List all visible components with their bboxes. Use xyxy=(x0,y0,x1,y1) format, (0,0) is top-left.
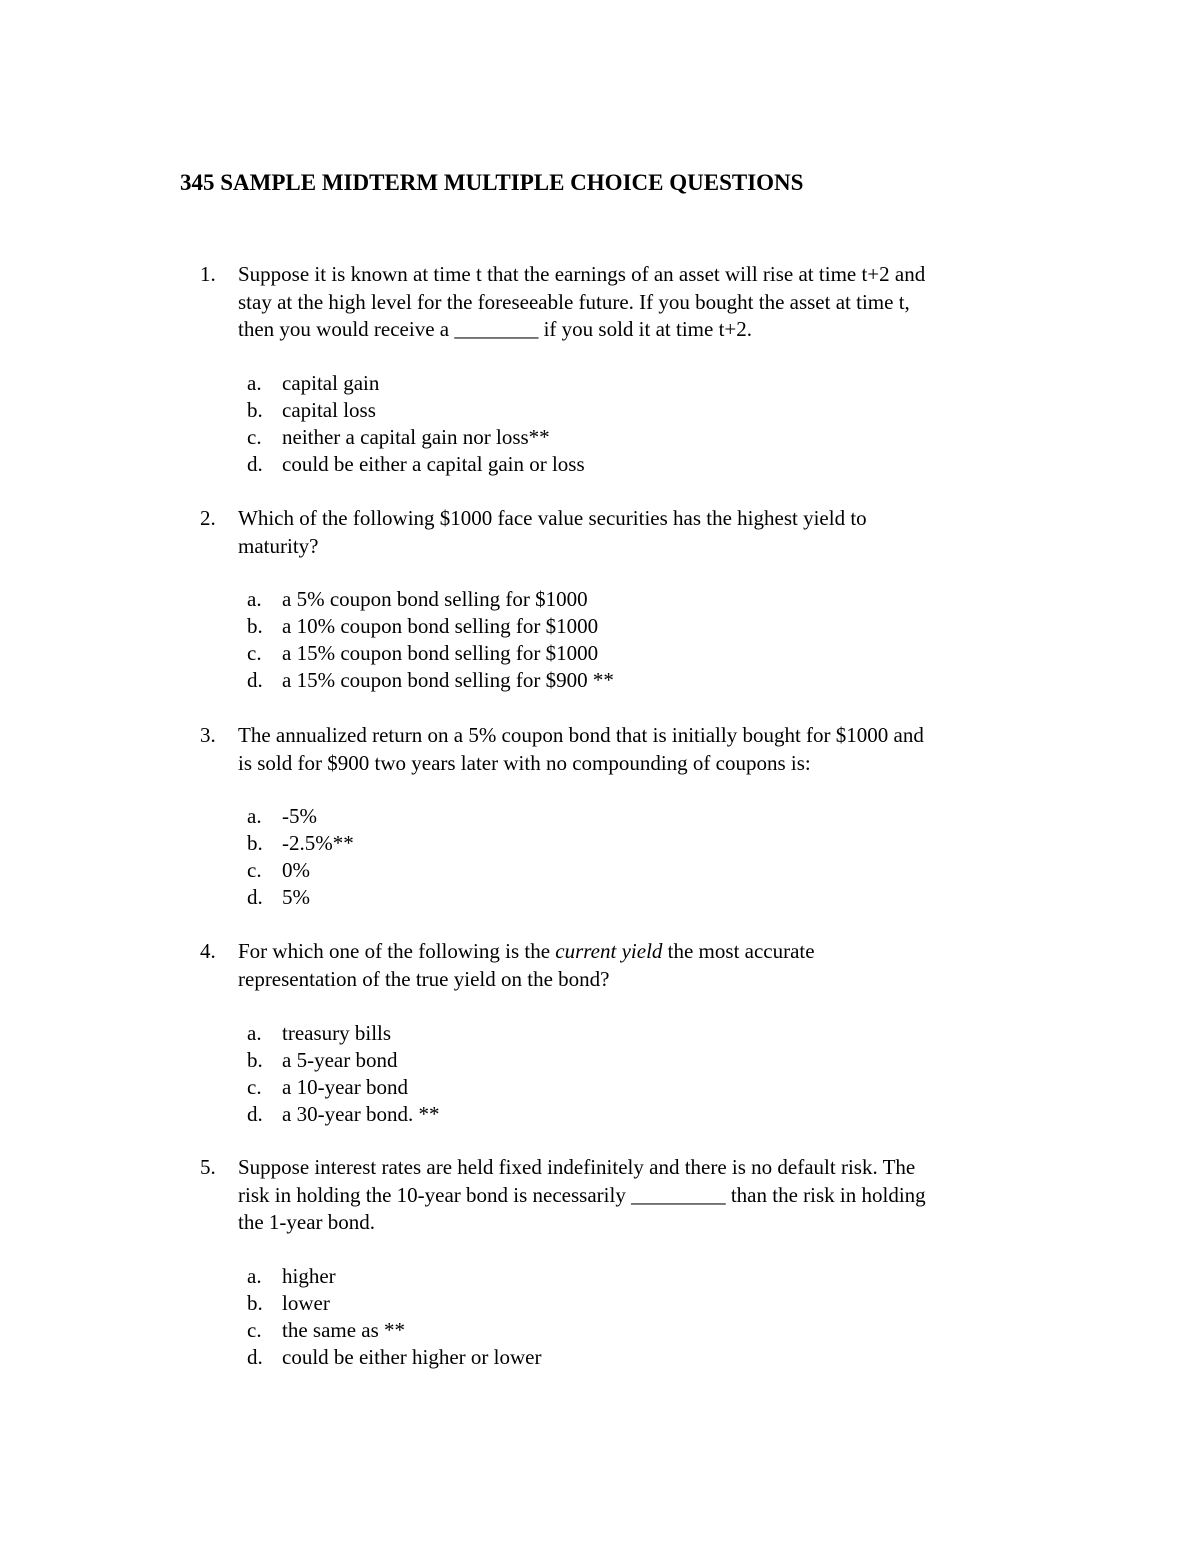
choice-list xyxy=(247,803,987,911)
choice-text: -2.5%** xyxy=(282,831,354,855)
choice-list xyxy=(247,1020,987,1128)
choice-text: 5% xyxy=(282,885,310,909)
choice-letter: b. xyxy=(247,1048,263,1072)
question-line: Which of the following $1000 face value securities has the highest yield to xyxy=(238,506,867,530)
choice-text: could be either a capital gain or loss xyxy=(282,452,585,476)
question-text xyxy=(238,722,1028,777)
choice-text: the same as ** xyxy=(282,1318,406,1342)
choice-d xyxy=(247,667,987,694)
choice-text: a 30-year bond. ** xyxy=(282,1102,440,1126)
choice-letter: d. xyxy=(247,1102,263,1126)
choice-c xyxy=(247,1317,987,1344)
choice-text: a 10% coupon bond selling for $1000 xyxy=(282,614,599,638)
choice-letter: d. xyxy=(247,885,263,909)
question-line: is sold for $900 two years later with no compounding of coupons is: xyxy=(238,750,811,775)
question-text xyxy=(238,938,1028,993)
choice-letter: b. xyxy=(247,1291,263,1315)
question-number: 4. xyxy=(200,939,216,963)
choice-text: -5% xyxy=(282,804,317,828)
choice-text: neither a capital gain nor loss** xyxy=(282,425,550,449)
question-number: 1. xyxy=(200,262,216,286)
choice-letter: a. xyxy=(247,587,262,611)
choice-letter: a. xyxy=(247,1021,262,1045)
choice-a xyxy=(247,370,987,397)
choice-letter: c. xyxy=(247,1075,262,1099)
question-number: 5. xyxy=(200,1155,216,1179)
choice-text: a 10-year bond xyxy=(282,1075,408,1099)
choice-text: a 15% coupon bond selling for $900 ** xyxy=(282,668,614,692)
emphasized-term: current yield xyxy=(555,939,663,963)
question-text-segment: the most accurate xyxy=(662,939,815,963)
choice-text: a 5-year bond xyxy=(282,1048,398,1072)
choice-text: capital gain xyxy=(282,371,380,395)
choice-letter: d. xyxy=(247,668,263,692)
question-line: stay at the high level for the foreseeable future. If you bought the asset at time t, xyxy=(238,289,910,314)
question-line: representation of the true yield on the bond? xyxy=(238,966,610,991)
choice-letter: d. xyxy=(247,452,263,476)
choice-c xyxy=(247,857,987,884)
choice-text: capital loss xyxy=(282,398,376,422)
choice-letter: a. xyxy=(247,1264,262,1288)
choice-text: a 15% coupon bond selling for $1000 xyxy=(282,641,599,665)
question-text xyxy=(238,505,1028,560)
choice-text: treasury bills xyxy=(282,1021,392,1045)
choice-letter: b. xyxy=(247,614,263,638)
choice-text: higher xyxy=(282,1264,336,1288)
choice-letter: c. xyxy=(247,641,262,665)
document-title: 345 SAMPLE MIDTERM MULTIPLE CHOICE QUESTIONS xyxy=(180,170,804,195)
choice-c xyxy=(247,1074,987,1101)
choice-text: could be either higher or lower xyxy=(282,1345,542,1369)
question-line: maturity? xyxy=(238,533,319,558)
choice-letter: c. xyxy=(247,1318,262,1342)
choice-d xyxy=(247,1101,987,1128)
question-line: the 1-year bond. xyxy=(238,1210,376,1234)
question-line: Suppose it is known at time t that the earnings of an asset will rise at time t+2 and xyxy=(238,262,926,286)
choice-c xyxy=(247,640,987,667)
question-text xyxy=(238,261,1028,344)
choice-d xyxy=(247,451,987,478)
choice-b xyxy=(247,397,987,424)
choice-b xyxy=(247,613,987,640)
choice-d xyxy=(247,1344,987,1371)
question-text xyxy=(238,1154,1028,1237)
question-line: then you would receive a ________ if you sold it at time t+2. xyxy=(238,317,752,341)
question-line: The annualized return on a 5% coupon bond that is initially bought for $1000 and xyxy=(238,723,924,747)
choice-a xyxy=(247,1263,987,1290)
choice-text: a 5% coupon bond selling for $1000 xyxy=(282,587,588,611)
choice-list xyxy=(247,1263,987,1371)
choice-letter: b. xyxy=(247,398,263,422)
choice-text: lower xyxy=(282,1291,330,1315)
choice-c xyxy=(247,424,987,451)
choice-letter: c. xyxy=(247,858,262,882)
choice-letter: a. xyxy=(247,371,262,395)
question-number: 3. xyxy=(200,723,216,747)
choice-a xyxy=(247,586,987,613)
question-line: risk in holding the 10-year bond is necessarily _________ than the risk in holding xyxy=(238,1182,926,1207)
choice-a xyxy=(247,803,987,830)
question-text-segment: For which one of the following is the xyxy=(238,939,556,963)
choice-text: 0% xyxy=(282,858,310,882)
choice-letter: a. xyxy=(247,804,262,828)
question-line xyxy=(238,938,1028,966)
choice-list xyxy=(247,586,987,694)
choice-d xyxy=(247,884,987,911)
choice-a xyxy=(247,1020,987,1047)
choice-list xyxy=(247,370,987,478)
choice-b xyxy=(247,1290,987,1317)
choice-letter: d. xyxy=(247,1345,263,1369)
question-line: Suppose interest rates are held fixed indefinitely and there is no default risk. The xyxy=(238,1155,916,1179)
choice-letter: c. xyxy=(247,425,262,449)
question-number: 2. xyxy=(200,506,216,530)
choice-letter: b. xyxy=(247,831,263,855)
choice-b xyxy=(247,830,987,857)
choice-b xyxy=(247,1047,987,1074)
